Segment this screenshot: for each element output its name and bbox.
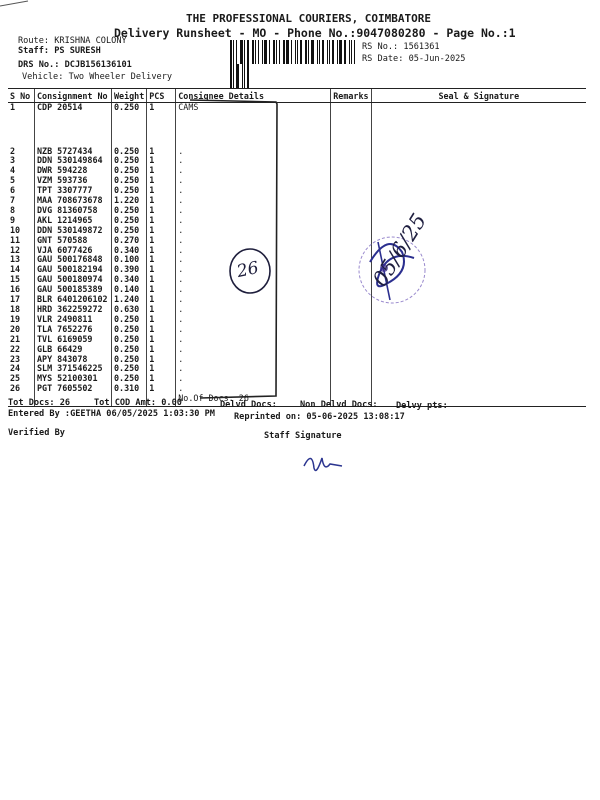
cell-weight: 0.250 [112,216,147,226]
cell-sno: 24 [10,363,21,374]
staff-line [18,46,101,56]
cell-consignment: TLA 7652276 [35,325,112,335]
cell-consignee: . [176,246,331,256]
cell-weight: 0.250 [112,166,147,176]
cell-remarks [331,156,371,166]
cell-pcs: 1 [147,265,176,275]
col-weight: Weight [112,89,147,103]
table-row [8,156,586,166]
cell-consignee: . [176,196,331,206]
barcode-bar [233,64,234,88]
cell-weight: 0.340 [112,275,147,285]
cell-remarks [331,166,371,176]
cell-consignment: CDP 20514 [35,103,112,147]
cell-sno: 20 [10,323,21,334]
cell-weight: 0.250 [112,335,147,345]
reprinted-on: Reprinted on: 05-06-2025 13:08:17 [234,412,405,422]
scan-mark [0,0,30,8]
cell-consignee: . [176,305,331,315]
cell-sno: 15 [10,274,21,285]
cell-weight: 0.250 [112,103,147,147]
cell-pcs: 1 [147,166,176,176]
cell-consignment: GNT 570588 [35,236,112,246]
cell-weight: 1.240 [112,295,147,305]
cell-remarks [331,384,371,394]
cell-seal [371,325,586,335]
cell-consignment: APY 843078 [35,355,112,365]
cell-consignment: GAU 500185389 [35,285,112,295]
cell-consignment: HRD 362259272 [35,305,112,315]
cell-seal [371,345,586,355]
cell-pcs: 1 [147,374,176,384]
barcode-bar [264,40,267,64]
barcode-bar [230,64,232,88]
route-label: Route: [18,36,50,46]
cell-remarks [331,335,371,345]
vehicle-info: Vehicle: Two Wheeler Delivery [22,72,173,82]
cell-weight: 0.250 [112,325,147,335]
drs-value: DCJB156136101 [64,60,132,70]
barcode-bar [322,40,324,64]
drs-line [18,60,132,70]
cell-consignee: . [176,265,331,275]
cell-consignee: . [176,236,331,246]
cell-consignee: . [176,176,331,186]
barcode-bar [351,40,352,64]
cell-sno: 11 [10,234,21,245]
cell-seal [371,156,586,166]
barcode-bar [311,40,314,64]
cell-seal [371,147,586,157]
barcode-bar [344,40,346,64]
cell-pcs: 1 [147,236,176,246]
tot-docs: Tot Docs: 26 [8,398,71,408]
no-of-docs: No.Of Docs: 26 [176,394,331,407]
cell-pcs: 1 [147,103,176,147]
barcode-bar [258,40,259,64]
cell-consignee: . [176,206,331,216]
handwritten-date: 05/6/25 [368,209,432,291]
cell-consignee: . [176,156,331,166]
barcode-bar [247,64,249,88]
cell-pcs: 1 [147,196,176,206]
cell-consignee: . [176,186,331,196]
route-value: KRISHNA COLONY [54,36,127,46]
cell-weight: 0.250 [112,315,147,325]
col-remarks: Remarks [331,89,371,103]
barcode-bar [317,40,318,64]
cell-pcs: 1 [147,295,176,305]
cell-pcs: 1 [147,226,176,236]
cell-pcs: 1 [147,275,176,285]
cell-sno: 4 [10,165,16,176]
col-seal-signature: Seal & Signature [371,89,586,103]
cell-remarks [331,374,371,384]
cell-consignment: PGT 7605502 [35,384,112,394]
cell-weight: 0.250 [112,206,147,216]
cell-consignee: . [176,364,331,374]
barcode-bar [319,40,320,64]
barcode-bar [337,40,338,64]
cell-pcs: 1 [147,255,176,265]
cell-consignee: . [176,147,331,157]
barcode [230,40,358,64]
barcode-bar [240,40,243,64]
table-row [8,335,586,345]
cell-consignment: VJA 6077426 [35,246,112,256]
cell-pcs: 1 [147,355,176,365]
col-pcs: PCS [147,89,176,103]
table-row [8,166,586,176]
cell-pcs: 1 [147,147,176,157]
cell-remarks [331,147,371,157]
barcode-bar [295,40,296,64]
cell-seal [371,176,586,186]
barcode-bar [308,40,309,64]
cell-sno: 21 [10,333,21,344]
cell-consignment: MYS 52100301 [35,374,112,384]
cell-pcs: 1 [147,176,176,186]
staff-signature-label: Staff Signature [264,431,342,441]
barcode-bar [244,40,245,64]
barcode-bar [230,40,232,64]
cell-consignee: . [176,275,331,285]
cell-remarks [331,355,371,365]
cell-remarks [331,206,371,216]
cell-consignment: VLR 2490811 [35,315,112,325]
cell-remarks [331,325,371,335]
cell-weight: 0.250 [112,364,147,374]
cell-seal [371,196,586,206]
cell-consignment: MAA 708673678 [35,196,112,206]
cell-sno: 6 [10,185,16,196]
cell-seal [371,364,586,374]
cell-sno: 23 [10,353,21,364]
cell-sno: 8 [10,204,16,215]
cell-remarks [331,345,371,355]
tot-cod-amount: Tot COD Amt: 0.00 [94,398,182,408]
cell-weight: 0.390 [112,265,147,275]
cell-weight: 0.250 [112,147,147,157]
cell-consignee: CAMS [176,103,331,147]
cell-seal [371,166,586,176]
barcode-bar [242,64,243,88]
rs-date: RS Date: 05-Jun-2025 [362,54,466,64]
cell-pcs: 1 [147,325,176,335]
cell-sno: 2 [10,145,16,156]
cell-remarks [331,176,371,186]
cell-consignment: DDN 530149864 [35,156,112,166]
table-row [8,305,586,315]
cell-weight: 0.250 [112,156,147,166]
barcode-bar [262,40,263,64]
table-row [8,345,586,355]
cell-seal [371,355,586,365]
cell-weight: 0.250 [112,345,147,355]
cell-remarks [331,196,371,206]
cell-weight: 0.340 [112,246,147,256]
cell-consignment: GAU 500182194 [35,265,112,275]
staff-signature [300,446,350,478]
cell-weight: 1.220 [112,196,147,206]
cell-consignment: VZM 593736 [35,176,112,186]
barcode-bar [279,40,280,64]
barcode-bar [305,40,307,64]
cell-remarks [331,186,371,196]
delivery-points: Delvy pts: [396,401,448,411]
cell-pcs: 1 [147,216,176,226]
cell-consignee: . [176,226,331,236]
barcode-bar [276,40,277,64]
cell-consignment: AKL 1214965 [35,216,112,226]
runsheet-table [8,88,586,407]
table-row [8,226,586,236]
barcode-bar [283,40,285,64]
cell-consignment: BLR 6401206102 [35,295,112,305]
col-consignment: Consignment No [35,89,112,103]
cell-sno: 10 [10,224,21,235]
cell-pcs: 1 [147,335,176,345]
cell-pcs: 1 [147,364,176,374]
barcode-bar [332,40,334,64]
cell-consignee: . [176,315,331,325]
cell-sno: 22 [10,343,21,354]
cell-pcs: 1 [147,246,176,256]
cell-seal [371,335,586,345]
barcode-bar [354,40,355,64]
cell-pcs: 1 [147,384,176,394]
cell-consignee: . [176,335,331,345]
cell-sno: 26 [10,383,21,394]
barcode-bar [300,40,302,64]
cell-consignee: . [176,255,331,265]
cell-sno: 17 [10,294,21,305]
cell-sno: 7 [10,195,16,206]
barcode-bar [327,40,328,64]
table-row [8,325,586,335]
barcode-bar [244,64,245,88]
cell-sno: 13 [10,254,21,265]
cell-sno: 12 [10,244,21,255]
cell-pcs: 1 [147,315,176,325]
cell-seal [371,384,586,394]
cell-seal [371,206,586,216]
cell-remarks [331,103,371,147]
cell-consignee: . [176,325,331,335]
company-name: THE PROFESSIONAL COURIERS, COIMBATORE [186,12,432,25]
barcode-bar [349,40,350,64]
cell-weight: 0.140 [112,285,147,295]
staff-label: Staff: [18,46,50,56]
cell-pcs: 1 [147,156,176,166]
cell-consignee: . [176,216,331,226]
cell-weight: 0.250 [112,226,147,236]
cell-sno: 25 [10,373,21,384]
cell-sno: 5 [10,175,16,186]
non-delivered-docs: Non Delvd Docs: [300,400,378,410]
cell-consignee: . [176,374,331,384]
cell-sno: 14 [10,264,21,275]
barcode-bar [255,40,256,64]
cell-seal [371,374,586,384]
table-row [8,315,586,325]
cell-weight: 0.630 [112,305,147,315]
cell-consignment: TVL 6169059 [35,335,112,345]
barcode-bar [286,40,289,64]
barcode-bar [297,40,298,64]
route-line [18,36,127,46]
verified-by-label: Verified By [8,428,65,438]
cell-pcs: 1 [147,206,176,216]
cell-consignment: SLM 371546225 [35,364,112,374]
barcode-bar [236,64,239,88]
col-sno: S No [8,89,35,103]
table-row [8,206,586,216]
circled-count-note [226,246,276,296]
cell-weight: 0.270 [112,236,147,246]
cell-seal [371,186,586,196]
drs-label: DRS No.: [18,60,60,70]
barcode-bar [329,40,330,64]
cell-weight: 0.250 [112,355,147,365]
cell-consignment: GLB 66429 [35,345,112,355]
cell-remarks [331,364,371,374]
rs-number: RS No.: 1561361 [362,42,440,52]
table-row [8,384,586,394]
cell-pcs: 1 [147,305,176,315]
cell-seal [371,103,586,147]
cell-sno: 16 [10,284,21,295]
cell-consignment: TPT 3307777 [35,186,112,196]
cell-pcs: 1 [147,345,176,355]
cell-weight: 0.100 [112,255,147,265]
runsheet-title: Delivery Runsheet - MO - Phone No.:9047080280 - Page No.:1 [114,26,516,40]
cell-sno: 19 [10,313,21,324]
staff-value: PS SURESH [54,46,101,56]
cell-consignee: . [176,345,331,355]
table-row [8,103,586,147]
table-row [8,176,586,186]
delivered-docs: Delvd Docs: [220,400,277,410]
barcode-bar [247,40,249,64]
circled-count-value: 26 [235,257,261,283]
cell-consignee: . [176,166,331,176]
cell-consignee: . [176,355,331,365]
cell-sno: 18 [10,304,21,314]
table-header-row [8,89,586,103]
entered-by: Entered By :GEETHA 06/05/2025 1:03:30 PM [8,409,215,419]
cell-weight: 0.250 [112,186,147,196]
barcode-bar [273,40,275,64]
cell-consignment: DWR 594228 [35,166,112,176]
cell-consignee: . [176,384,331,394]
cell-weight: 0.310 [112,384,147,394]
cell-consignment: GAU 500180974 [35,275,112,285]
cell-pcs: 1 [147,186,176,196]
cell-sno: 1 [10,102,16,112]
barcode-bar [233,40,234,64]
barcode-bar [236,40,237,64]
cell-consignment: DVG 81360758 [35,206,112,216]
cell-weight: 0.250 [112,374,147,384]
barcode-bar [339,40,342,64]
cell-consignee: . [176,285,331,295]
table-row [8,374,586,384]
table-row [8,236,586,246]
cell-sno: 3 [10,155,16,166]
cell-consignment: GAU 500176848 [35,255,112,265]
cell-consignee: . [176,295,331,305]
cell-consignment: DDN 530149872 [35,226,112,236]
cell-consignment: NZB 5727434 [35,147,112,157]
col-consignee: Consignee Details [176,89,331,103]
cell-weight: 0.250 [112,176,147,186]
cell-sno: 9 [10,214,16,225]
barcode-bar [291,40,292,64]
cell-pcs: 1 [147,285,176,295]
barcode-bar [269,40,270,64]
barcode-bar [252,40,254,64]
